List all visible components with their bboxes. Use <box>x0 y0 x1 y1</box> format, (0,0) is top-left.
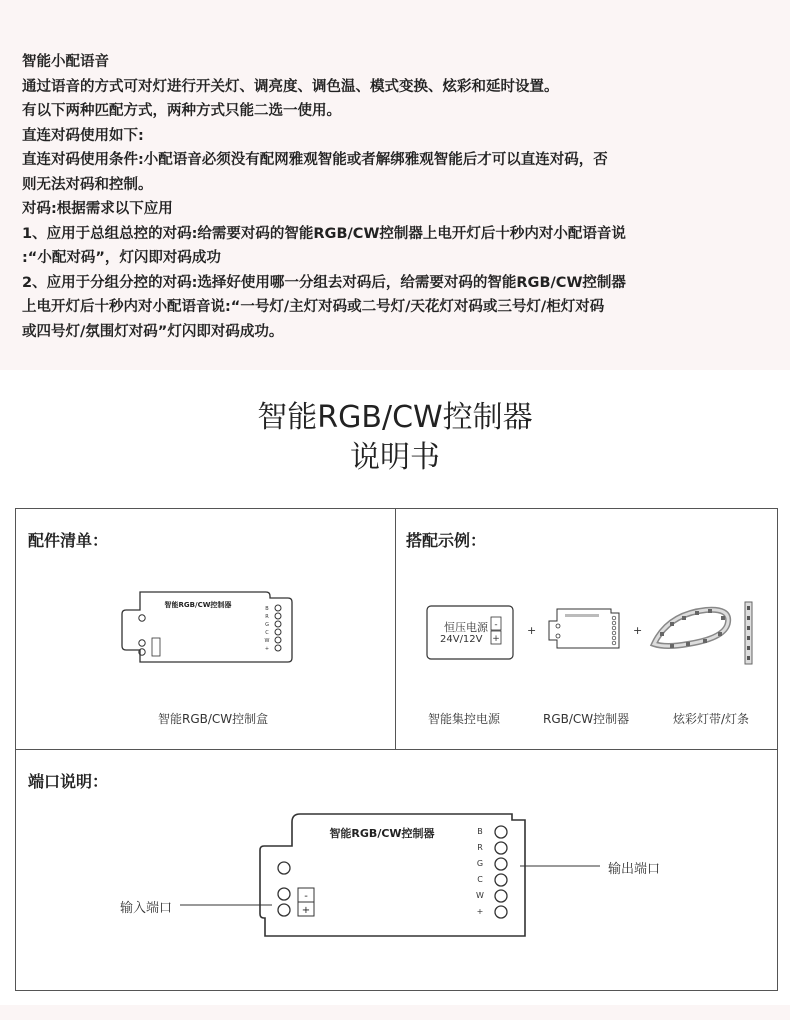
intro-line: 智能小配语音 <box>22 54 109 70</box>
example-heading: 搭配示例： <box>406 531 487 550</box>
intro-line: :“小配对码”，灯闪即对码成功 <box>22 250 221 266</box>
svg-text:W: W <box>264 638 270 644</box>
port-letter-g: G <box>476 859 484 868</box>
caption-controller: RGB/CW控制器 <box>543 712 630 726</box>
led-strip-illustration <box>648 592 763 672</box>
caption-power-supply: 智能集控电源 <box>428 712 501 726</box>
svg-text:C: C <box>265 630 269 636</box>
power-supply-voltage: 24V/12V <box>440 634 483 645</box>
rgb-controller-illustration <box>545 606 625 654</box>
intro-line: 直连对码使用如下: <box>22 127 144 144</box>
input-minus-label: - <box>304 891 308 902</box>
output-port-label: 输出端口 <box>608 862 661 877</box>
plus-sign: + <box>633 624 643 637</box>
intro-line: 1、应用于总组总控的对码:给需要对码的智能RGB/CW控制器上电开灯后十秒内对小配语音说 <box>22 225 626 242</box>
bottom-strip <box>0 1005 790 1020</box>
power-supply-title: 恒压电源 <box>444 621 488 634</box>
intro-line: 则无法对码和控制。 <box>22 176 153 193</box>
manual-subtitle: 说明书 <box>350 440 440 475</box>
parts-list-heading: 配件清单： <box>28 531 109 550</box>
svg-text:+: + <box>264 646 270 652</box>
intro-line: 2、应用于分组分控的对码:选择好使用哪一分组去对码后，给需要对码的智能RGB/CW控制器 <box>22 274 626 291</box>
intro-section <box>0 0 790 370</box>
input-plus-label: + <box>301 905 311 916</box>
controller-box-label: 智能RGB/CW控制器 <box>164 601 232 609</box>
port-letter-b: B <box>477 827 483 836</box>
svg-text:+: + <box>492 634 500 644</box>
manual-title: 智能RGB/CW控制器 <box>257 400 533 435</box>
svg-text:G: G <box>265 622 269 628</box>
svg-text:R: R <box>265 614 269 620</box>
intro-line: 或四号灯/氛围灯对码”灯闪即对码成功。 <box>22 323 284 340</box>
intro-line: 上电开灯后十秒内对小配语音说:“一号灯/主灯对码或二号灯/天花灯对码或三号灯/柜灯对码 <box>22 299 605 315</box>
port-letter-c: C <box>477 875 483 884</box>
plus-sign: + <box>527 624 537 637</box>
svg-text:-: - <box>494 620 498 630</box>
caption-led-strip: 炫彩灯带/灯条 <box>673 712 750 726</box>
svg-text:B: B <box>265 606 269 612</box>
intro-line: 对码:根据需求以下应用 <box>22 201 173 217</box>
ports-heading: 端口说明： <box>28 772 109 791</box>
port-diagram <box>120 808 680 948</box>
controller-box-illustration <box>118 588 298 670</box>
intro-line: 通过语音的方式可对灯进行开关灯、调亮度、调色温、模式变换、炫彩和延时设置。 <box>22 78 559 95</box>
intro-line: 直连对码使用条件:小配语音必须没有配网雅观智能或者解绑雅观智能后才可以直连对码，否 <box>22 152 608 168</box>
intro-line: 有以下两种匹配方式，两种方式只能二选一使用。 <box>22 103 341 119</box>
parts-caption: 智能RGB/CW控制盒 <box>158 712 269 726</box>
ports-device-label: 智能RGB/CW控制器 <box>329 827 435 840</box>
input-port-label: 输入端口 <box>120 901 173 916</box>
port-letter-r: R <box>477 843 483 852</box>
port-letter-w: W <box>476 891 484 900</box>
port-letter-plus: + <box>476 907 484 916</box>
